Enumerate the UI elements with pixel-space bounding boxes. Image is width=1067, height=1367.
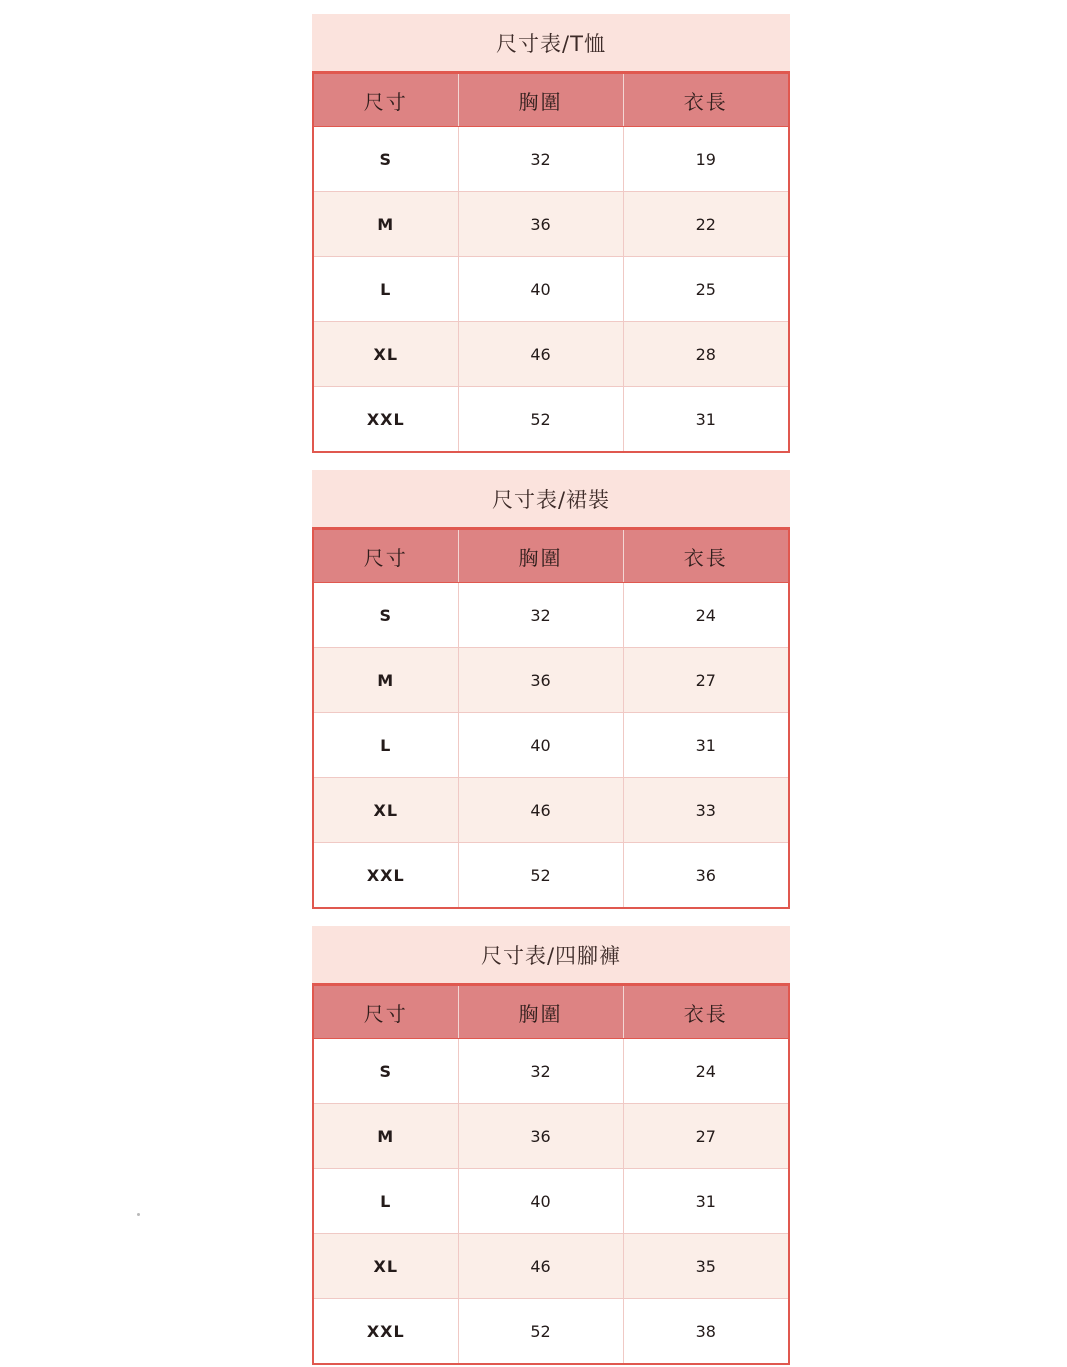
cell-size: XL xyxy=(313,1234,458,1299)
cell-bust: 32 xyxy=(458,127,623,192)
size-table-dress-caption: 尺寸表/裙裝 xyxy=(312,470,790,528)
table-row xyxy=(313,322,789,387)
table-row xyxy=(313,1169,789,1234)
table-row xyxy=(313,1299,789,1365)
table-row xyxy=(313,127,789,192)
cell-length: 24 xyxy=(623,1039,789,1104)
cell-length: 22 xyxy=(623,192,789,257)
cell-length: 31 xyxy=(623,387,789,453)
cell-length: 35 xyxy=(623,1234,789,1299)
size-table-shorts-caption: 尺寸表/四腳褲 xyxy=(312,926,790,984)
cell-size: XL xyxy=(313,778,458,843)
cell-length: 31 xyxy=(623,713,789,778)
cell-bust: 32 xyxy=(458,1039,623,1104)
cell-bust: 36 xyxy=(458,1104,623,1169)
table-row xyxy=(313,583,789,648)
table-row xyxy=(313,192,789,257)
column-header-size: 尺寸 xyxy=(313,73,458,127)
stray-dot-mark xyxy=(137,1213,140,1216)
size-table-dress-head xyxy=(313,529,789,583)
cell-length: 28 xyxy=(623,322,789,387)
cell-size: XXL xyxy=(313,387,458,453)
column-header-bust: 胸圍 xyxy=(458,73,623,127)
cell-bust: 36 xyxy=(458,648,623,713)
column-header-size: 尺寸 xyxy=(313,529,458,583)
table-header-row xyxy=(313,985,789,1039)
size-tables-container xyxy=(312,14,788,1365)
column-header-size: 尺寸 xyxy=(313,985,458,1039)
cell-size: XL xyxy=(313,322,458,387)
cell-length: 19 xyxy=(623,127,789,192)
column-header-length: 衣長 xyxy=(623,73,789,127)
table-row xyxy=(313,257,789,322)
cell-bust: 40 xyxy=(458,713,623,778)
table-row xyxy=(313,387,789,453)
cell-bust: 46 xyxy=(458,778,623,843)
cell-bust: 36 xyxy=(458,192,623,257)
cell-size: M xyxy=(313,648,458,713)
cell-length: 25 xyxy=(623,257,789,322)
cell-size: L xyxy=(313,1169,458,1234)
table-header-row xyxy=(313,529,789,583)
table-row xyxy=(313,778,789,843)
cell-size: M xyxy=(313,192,458,257)
table-row xyxy=(313,648,789,713)
size-table-tshirt-body xyxy=(313,127,789,453)
size-table-dress xyxy=(312,470,790,909)
cell-length: 31 xyxy=(623,1169,789,1234)
size-table-shorts xyxy=(312,926,790,1365)
size-table-tshirt-head xyxy=(313,73,789,127)
cell-bust: 52 xyxy=(458,1299,623,1365)
cell-bust: 46 xyxy=(458,322,623,387)
cell-size: L xyxy=(313,257,458,322)
table-row xyxy=(313,843,789,909)
size-table-tshirt xyxy=(312,14,790,453)
cell-bust: 32 xyxy=(458,583,623,648)
size-table-shorts-head xyxy=(313,985,789,1039)
cell-bust: 46 xyxy=(458,1234,623,1299)
table-header-row xyxy=(313,73,789,127)
size-table-dress-body xyxy=(313,583,789,909)
cell-bust: 40 xyxy=(458,1169,623,1234)
cell-bust: 52 xyxy=(458,843,623,909)
cell-length: 27 xyxy=(623,648,789,713)
cell-size: M xyxy=(313,1104,458,1169)
cell-size: S xyxy=(313,127,458,192)
cell-bust: 52 xyxy=(458,387,623,453)
column-header-length: 衣長 xyxy=(623,529,789,583)
column-header-bust: 胸圍 xyxy=(458,529,623,583)
table-row xyxy=(313,713,789,778)
cell-size: XXL xyxy=(313,1299,458,1365)
cell-length: 24 xyxy=(623,583,789,648)
table-row xyxy=(313,1104,789,1169)
column-header-bust: 胸圍 xyxy=(458,985,623,1039)
cell-size: L xyxy=(313,713,458,778)
cell-bust: 40 xyxy=(458,257,623,322)
cell-size: XXL xyxy=(313,843,458,909)
table-row xyxy=(313,1039,789,1104)
cell-length: 27 xyxy=(623,1104,789,1169)
cell-size: S xyxy=(313,1039,458,1104)
cell-length: 38 xyxy=(623,1299,789,1365)
table-row xyxy=(313,1234,789,1299)
cell-size: S xyxy=(313,583,458,648)
column-header-length: 衣長 xyxy=(623,985,789,1039)
size-table-tshirt-caption: 尺寸表/T恤 xyxy=(312,14,790,72)
size-table-shorts-body xyxy=(313,1039,789,1365)
cell-length: 36 xyxy=(623,843,789,909)
cell-length: 33 xyxy=(623,778,789,843)
